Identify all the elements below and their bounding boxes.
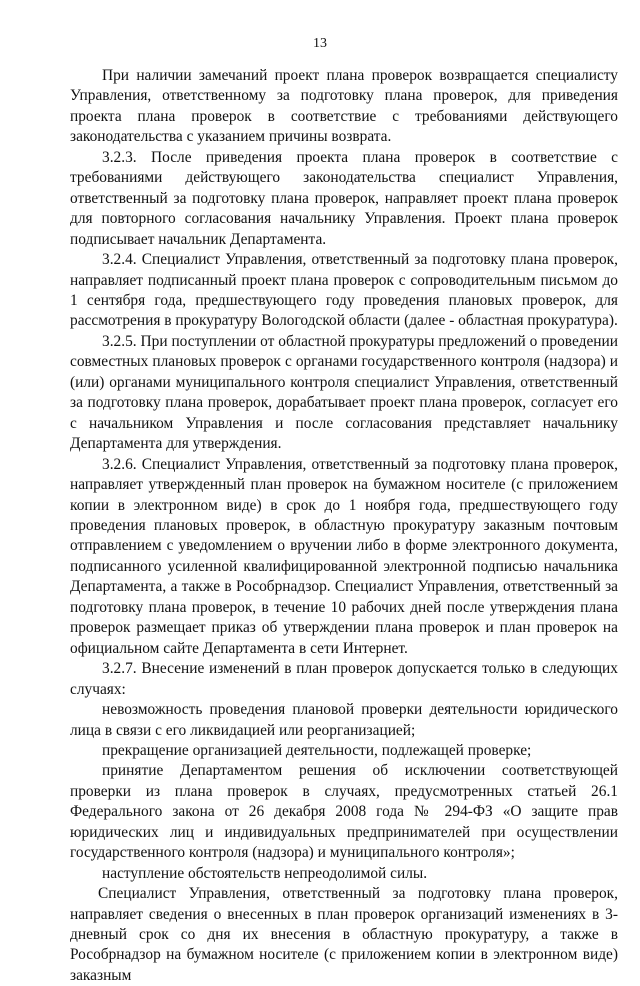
paragraph-3-2-5: 3.2.5. При поступлении от областной прокуратуры предложений о проведении совместных плановых проверок с органами государственного контроля (надзора) и (или) органами муниципального контроля специалист Управления, ответственный за подготовку плана проверок, дорабатывает проект плана проверок, согласует его с начальником Управления и после согласования представляет начальнику Департамента для утверждения. (70, 332, 618, 453)
paragraph-3-2-7: 3.2.7. Внесение изменений в план проверок допускается только в следующих случаях: (70, 660, 618, 698)
document-body (70, 66, 618, 986)
page-number: 13 (313, 36, 327, 51)
paragraph-3-2-4: 3.2.4. Специалист Управления, ответственный за подготовку плана проверок, направляет подписанный проект плана проверок с сопроводительным письмом до 1 сентября года, предшествующего году проведения плановых проверок, для рассмотрения в прокуратуру Вологодской области (далее - областная прокуратура). (70, 251, 618, 330)
list-item-exclusion-decision: принятие Департаментом решения об исключении соответствующей проверки из плана проверок в случаях, предусмотренных статьей 26.1 Федерального закона от 26 декабря 2008 года № 294-ФЗ «О защите прав юридических лиц и индивидуальных предпринимателей при осуществлении государственного контроля (надзора) и муниципального контроля»; (70, 762, 618, 862)
paragraph-3-2-3: 3.2.3. После приведения проекта плана проверок в соответствие с требованиями действующего законодательства специалист Управления, ответственный за подготовку плана проверок, направляет проект плана проверок для повторного согласования начальнику Управления. Проект плана проверок подписывает начальник Департамента. (70, 148, 618, 248)
list-item-force-majeure: наступление обстоятельств непреодолимой силы. (102, 864, 428, 882)
paragraph-return-remarks: При наличии замечаний проект плана проверок возвращается специалисту Управления, ответственному за подготовку плана проверок, для приведения проекта плана проверок в соответствие с требованиями действующего законодательства с указанием причины возврата. (70, 67, 618, 146)
list-item-liquidation: невозможность проведения плановой проверки деятельности юридического лица в связи с его ликвидацией или реорганизацией; (70, 701, 618, 739)
list-item-termination: прекращение организацией деятельности, подлежащей проверке; (102, 741, 532, 759)
paragraph-3-2-6: 3.2.6. Специалист Управления, ответственный за подготовку плана проверок, направляет утвержденный план проверок на бумажном носителе (с приложением копии в электронном виде) в срок до 1 ноября года, предшествующего году проведения плановых проверок, в областную прокуратуру заказным почтовым отправлением с уведомлением о вручении либо в форме электронного документа, подписанного усиленной квалифицированной электронной подписью начальника Департамента, а также в Рособрнадзор. Специалист Управления, ответственный за подготовку плана проверок, в течение 10 рабочих дней после утверждения плана проверок размещает приказ об утверждении плана проверок и план проверок на официальном сайте Департамента в сети Интернет. (70, 455, 618, 657)
paragraph-send-changes: Специалист Управления, ответственный за подготовку плана проверок, направляет сведения о внесенных в план проверок организаций изменениях в 3-дневный срок со дня их внесения в областную прокуратуру, а также в Рособрнадзор на бумажном носителе (с приложением копии в электронном виде) заказным (70, 885, 618, 984)
